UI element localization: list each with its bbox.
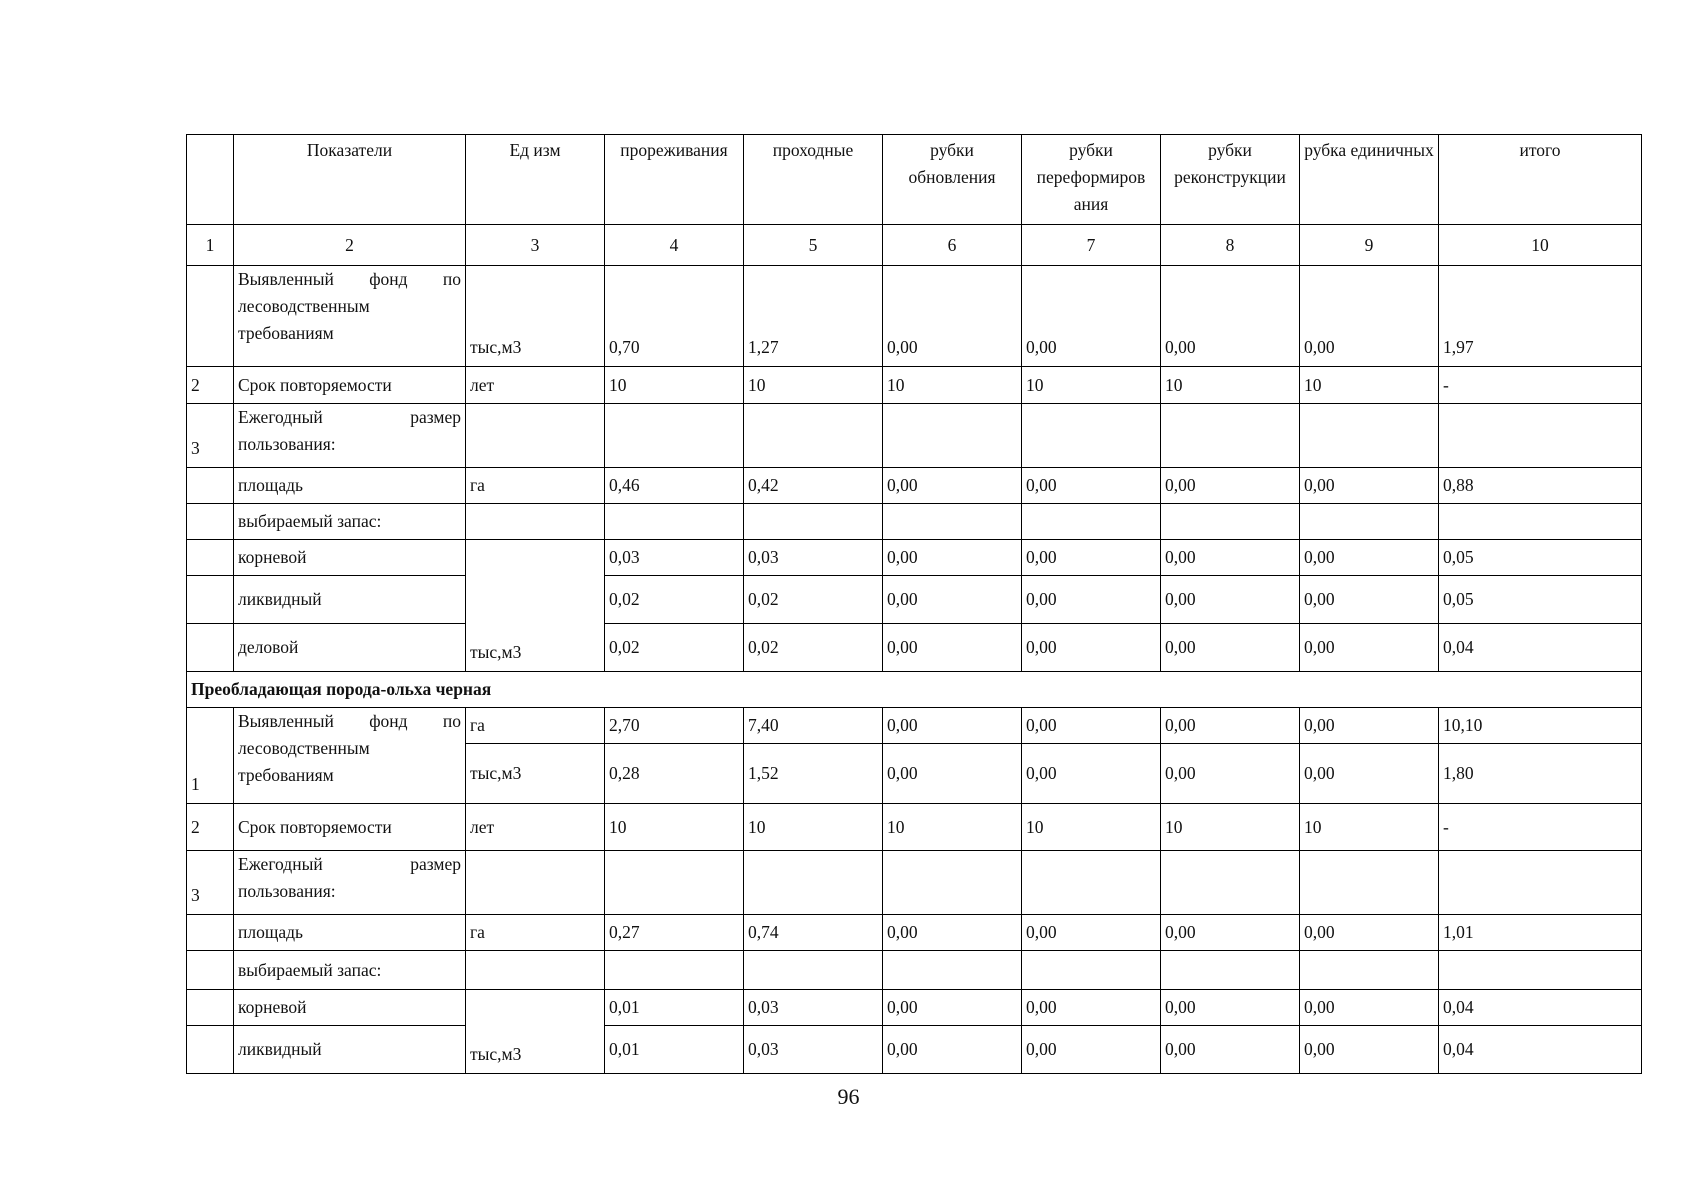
row-number-cell bbox=[187, 266, 234, 367]
value-cell: 0,01 bbox=[605, 1026, 744, 1074]
value-cell bbox=[1161, 504, 1300, 540]
column-number: 3 bbox=[466, 225, 605, 266]
row-number-cell bbox=[187, 540, 234, 576]
section-row bbox=[187, 672, 1642, 708]
value-cell: 0,00 bbox=[1161, 1026, 1300, 1074]
unit-cell: тыс,м3 bbox=[466, 744, 605, 804]
header-cell: рубки переформиров ания bbox=[1022, 135, 1161, 225]
value-cell: 0,03 bbox=[605, 540, 744, 576]
value-cell bbox=[605, 851, 744, 915]
column-number: 10 bbox=[1439, 225, 1642, 266]
value-cell: 0,00 bbox=[1022, 540, 1161, 576]
unit-cell: га bbox=[466, 915, 605, 951]
value-cell: 0,00 bbox=[1161, 744, 1300, 804]
value-cell: 0,00 bbox=[1161, 915, 1300, 951]
indicator-label: площадь bbox=[234, 468, 466, 504]
column-numbers-row bbox=[187, 225, 1642, 266]
value-cell: 10 bbox=[605, 804, 744, 851]
column-number: 4 bbox=[605, 225, 744, 266]
value-cell: 0,00 bbox=[1022, 468, 1161, 504]
value-cell: 0,00 bbox=[1161, 708, 1300, 744]
value-cell: 10 bbox=[1022, 367, 1161, 404]
value-cell: 0,03 bbox=[744, 1026, 883, 1074]
value-cell: 0,02 bbox=[605, 624, 744, 672]
forest-use-table bbox=[186, 134, 1642, 1074]
value-cell: 0,02 bbox=[605, 576, 744, 624]
table-row bbox=[187, 708, 1642, 744]
unit-cell: га bbox=[466, 708, 605, 744]
value-cell bbox=[1300, 951, 1439, 990]
row-number-cell bbox=[187, 624, 234, 672]
value-cell bbox=[883, 504, 1022, 540]
value-cell: 0,00 bbox=[883, 624, 1022, 672]
header-cell: рубки обновления bbox=[883, 135, 1022, 225]
indicator-label: площадь bbox=[234, 915, 466, 951]
indicator-label: Срок повторяемости bbox=[234, 367, 466, 404]
unit-cell: лет bbox=[466, 804, 605, 851]
total-cell: 1,80 bbox=[1439, 744, 1642, 804]
value-cell: 0,00 bbox=[1300, 915, 1439, 951]
value-cell: 0,00 bbox=[1300, 266, 1439, 367]
value-cell bbox=[1022, 951, 1161, 990]
value-cell: 0,00 bbox=[883, 744, 1022, 804]
table-row bbox=[187, 951, 1642, 990]
table-row bbox=[187, 1026, 1642, 1074]
value-cell: 10 bbox=[1022, 804, 1161, 851]
value-cell: 10 bbox=[1161, 367, 1300, 404]
value-cell: 0,00 bbox=[883, 1026, 1022, 1074]
column-number: 7 bbox=[1022, 225, 1161, 266]
page-number: 96 bbox=[837, 1084, 860, 1109]
total-cell: 0,05 bbox=[1439, 576, 1642, 624]
value-cell bbox=[883, 404, 1022, 468]
value-cell bbox=[1022, 404, 1161, 468]
unit-cell: тыс,м3 bbox=[466, 990, 605, 1074]
table-row bbox=[187, 367, 1642, 404]
table-row bbox=[187, 504, 1642, 540]
table-row bbox=[187, 576, 1642, 624]
value-cell: 0,00 bbox=[883, 540, 1022, 576]
row-number-cell bbox=[187, 1026, 234, 1074]
value-cell bbox=[1300, 504, 1439, 540]
indicator-label: корневой bbox=[234, 990, 466, 1026]
value-cell bbox=[883, 851, 1022, 915]
unit-cell: га bbox=[466, 468, 605, 504]
value-cell: 0,00 bbox=[883, 468, 1022, 504]
unit-cell bbox=[466, 504, 605, 540]
value-cell: 0,46 bbox=[605, 468, 744, 504]
value-cell bbox=[605, 504, 744, 540]
header-row bbox=[187, 135, 1642, 225]
indicator-label: ликвидный bbox=[234, 576, 466, 624]
column-number: 5 bbox=[744, 225, 883, 266]
value-cell: 10 bbox=[1300, 804, 1439, 851]
value-cell: 0,00 bbox=[1300, 744, 1439, 804]
value-cell: 0,00 bbox=[1022, 915, 1161, 951]
value-cell bbox=[605, 951, 744, 990]
column-number: 6 bbox=[883, 225, 1022, 266]
value-cell: 0,00 bbox=[1300, 576, 1439, 624]
value-cell: 2,70 bbox=[605, 708, 744, 744]
header-cell: итого bbox=[1439, 135, 1642, 225]
row-number-cell bbox=[187, 915, 234, 951]
value-cell: 10 bbox=[744, 367, 883, 404]
header-cell: рубки реконструкции bbox=[1161, 135, 1300, 225]
value-cell: 0,03 bbox=[744, 990, 883, 1026]
indicator-label: Выявленный фонд по лесоводственным требованиям bbox=[234, 708, 466, 804]
value-cell: 0,00 bbox=[1300, 624, 1439, 672]
table-row bbox=[187, 990, 1642, 1026]
value-cell: 0,00 bbox=[883, 990, 1022, 1026]
total-cell: 1,01 bbox=[1439, 915, 1642, 951]
header-cell: рубка единичных bbox=[1300, 135, 1439, 225]
row-number-cell: 3 bbox=[187, 404, 234, 468]
value-cell bbox=[883, 951, 1022, 990]
total-cell bbox=[1439, 951, 1642, 990]
row-number-cell: 2 bbox=[187, 804, 234, 851]
value-cell: 10 bbox=[883, 367, 1022, 404]
header-cell: Показатели bbox=[234, 135, 466, 225]
table-row bbox=[187, 624, 1642, 672]
table-row bbox=[187, 266, 1642, 367]
total-cell: 0,04 bbox=[1439, 990, 1642, 1026]
row-number-cell: 2 bbox=[187, 367, 234, 404]
value-cell: 0,02 bbox=[744, 576, 883, 624]
header-cell: Ед изм bbox=[466, 135, 605, 225]
header-cell: проходные bbox=[744, 135, 883, 225]
value-cell: 10 bbox=[883, 804, 1022, 851]
indicator-label: ликвидный bbox=[234, 1026, 466, 1074]
value-cell: 0,00 bbox=[1022, 266, 1161, 367]
value-cell: 0,00 bbox=[1300, 1026, 1439, 1074]
value-cell: 10 bbox=[605, 367, 744, 404]
value-cell: 0,00 bbox=[883, 576, 1022, 624]
table-row bbox=[187, 540, 1642, 576]
value-cell: 10 bbox=[1300, 367, 1439, 404]
total-cell bbox=[1439, 404, 1642, 468]
value-cell: 0,00 bbox=[1022, 708, 1161, 744]
value-cell: 0,74 bbox=[744, 915, 883, 951]
value-cell bbox=[1300, 851, 1439, 915]
value-cell bbox=[744, 851, 883, 915]
value-cell bbox=[1022, 851, 1161, 915]
total-cell bbox=[1439, 504, 1642, 540]
value-cell: 0,00 bbox=[1300, 990, 1439, 1026]
indicator-label: Выявленный фонд по лесоводственным требованиям bbox=[234, 266, 466, 367]
row-number-cell bbox=[187, 468, 234, 504]
indicator-label: выбираемый запас: bbox=[234, 504, 466, 540]
value-cell bbox=[1161, 851, 1300, 915]
value-cell: 0,00 bbox=[883, 708, 1022, 744]
total-cell: - bbox=[1439, 804, 1642, 851]
row-number-cell bbox=[187, 576, 234, 624]
header-cell: прореживания bbox=[605, 135, 744, 225]
unit-cell: лет bbox=[466, 367, 605, 404]
value-cell: 0,00 bbox=[1300, 468, 1439, 504]
indicator-label: корневой bbox=[234, 540, 466, 576]
table-row bbox=[187, 851, 1642, 915]
value-cell: 0,00 bbox=[883, 266, 1022, 367]
value-cell: 0,01 bbox=[605, 990, 744, 1026]
indicator-label: Ежегодный размер пользования: bbox=[234, 851, 466, 915]
unit-cell bbox=[466, 851, 605, 915]
table-row bbox=[187, 915, 1642, 951]
value-cell bbox=[1161, 951, 1300, 990]
total-cell: 0,04 bbox=[1439, 624, 1642, 672]
total-cell bbox=[1439, 851, 1642, 915]
column-number: 9 bbox=[1300, 225, 1439, 266]
value-cell bbox=[1161, 404, 1300, 468]
total-cell: 10,10 bbox=[1439, 708, 1642, 744]
unit-cell: тыс,м3 bbox=[466, 540, 605, 672]
value-cell bbox=[605, 404, 744, 468]
value-cell: 0,00 bbox=[1161, 266, 1300, 367]
value-cell: 0,00 bbox=[1022, 1026, 1161, 1074]
value-cell: 1,52 bbox=[744, 744, 883, 804]
unit-cell: тыс,м3 bbox=[466, 266, 605, 367]
unit-cell bbox=[466, 404, 605, 468]
row-number-cell: 1 bbox=[187, 708, 234, 804]
column-number: 1 bbox=[187, 225, 234, 266]
total-cell: 0,88 bbox=[1439, 468, 1642, 504]
table-row bbox=[187, 804, 1642, 851]
total-cell: 0,05 bbox=[1439, 540, 1642, 576]
row-number-cell bbox=[187, 504, 234, 540]
value-cell: 10 bbox=[744, 804, 883, 851]
value-cell: 0,02 bbox=[744, 624, 883, 672]
indicator-label: деловой bbox=[234, 624, 466, 672]
value-cell: 0,00 bbox=[1022, 744, 1161, 804]
indicator-label: Срок повторяемости bbox=[234, 804, 466, 851]
value-cell: 1,27 bbox=[744, 266, 883, 367]
total-cell: 0,04 bbox=[1439, 1026, 1642, 1074]
total-cell: - bbox=[1439, 367, 1642, 404]
value-cell: 0,00 bbox=[1161, 540, 1300, 576]
value-cell: 0,03 bbox=[744, 540, 883, 576]
value-cell: 0,00 bbox=[1300, 540, 1439, 576]
value-cell: 0,42 bbox=[744, 468, 883, 504]
column-number: 2 bbox=[234, 225, 466, 266]
row-number-cell bbox=[187, 990, 234, 1026]
value-cell: 0,00 bbox=[1022, 990, 1161, 1026]
value-cell: 0,00 bbox=[1022, 576, 1161, 624]
row-number-cell: 3 bbox=[187, 851, 234, 915]
column-number: 8 bbox=[1161, 225, 1300, 266]
value-cell: 0,00 bbox=[883, 915, 1022, 951]
value-cell bbox=[744, 404, 883, 468]
value-cell: 10 bbox=[1161, 804, 1300, 851]
indicator-label: выбираемый запас: bbox=[234, 951, 466, 990]
value-cell bbox=[1022, 504, 1161, 540]
value-cell: 0,27 bbox=[605, 915, 744, 951]
value-cell bbox=[1300, 404, 1439, 468]
value-cell: 0,00 bbox=[1161, 990, 1300, 1026]
total-cell: 1,97 bbox=[1439, 266, 1642, 367]
indicator-label: Ежегодный размер пользования: bbox=[234, 404, 466, 468]
section-title: Преобладающая порода-ольха черная bbox=[187, 672, 1642, 708]
unit-cell bbox=[466, 951, 605, 990]
value-cell: 0,00 bbox=[1161, 576, 1300, 624]
value-cell bbox=[744, 951, 883, 990]
value-cell: 7,40 bbox=[744, 708, 883, 744]
table-row bbox=[187, 404, 1642, 468]
value-cell: 0,00 bbox=[1161, 468, 1300, 504]
value-cell: 0,28 bbox=[605, 744, 744, 804]
table-row bbox=[187, 468, 1642, 504]
value-cell bbox=[744, 504, 883, 540]
value-cell: 0,00 bbox=[1300, 708, 1439, 744]
value-cell: 0,00 bbox=[1161, 624, 1300, 672]
header-cell bbox=[187, 135, 234, 225]
row-number-cell bbox=[187, 951, 234, 990]
value-cell: 0,70 bbox=[605, 266, 744, 367]
value-cell: 0,00 bbox=[1022, 624, 1161, 672]
